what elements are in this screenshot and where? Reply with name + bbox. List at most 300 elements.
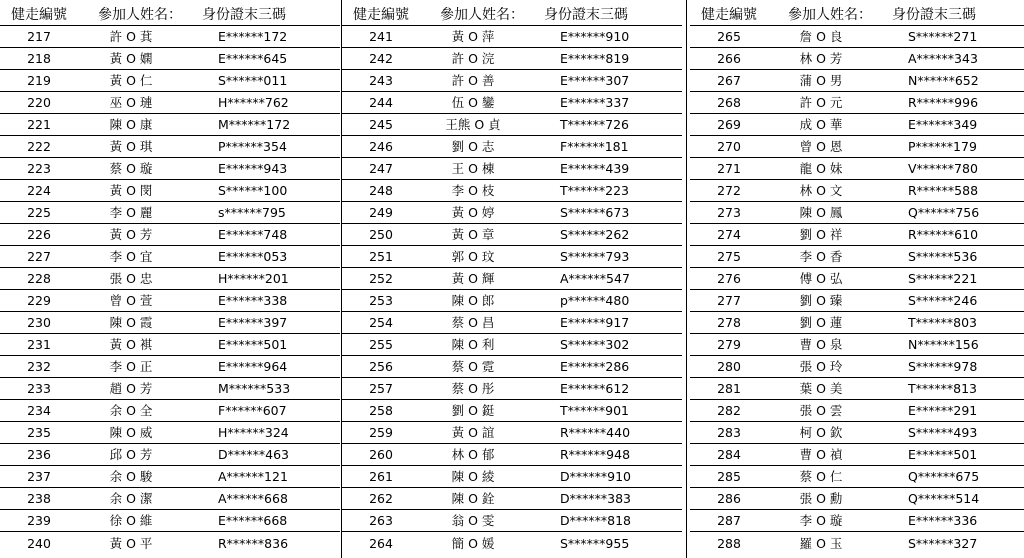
participant-name-cell: 王 O 棟 bbox=[420, 158, 544, 180]
header-row bbox=[690, 7, 1024, 26]
id-last-three-cell: S******536 bbox=[892, 246, 1024, 268]
walk-number-cell: 265 bbox=[690, 26, 768, 48]
id-last-three-cell: T******901 bbox=[544, 400, 682, 422]
participant-name-cell: 翁 O 雯 bbox=[420, 510, 544, 532]
participant-name-cell: 劉 O 臻 bbox=[768, 290, 892, 312]
participant-name-cell: 李 O 宜 bbox=[78, 246, 202, 268]
id-last-three-cell: S******221 bbox=[892, 268, 1024, 290]
walk-number-cell: 246 bbox=[342, 136, 420, 158]
table-row bbox=[0, 510, 340, 532]
participant-name-cell: 張 O 玲 bbox=[768, 356, 892, 378]
participant-name-cell: 李 O 麗 bbox=[78, 202, 202, 224]
id-last-three-cell: E******612 bbox=[544, 378, 682, 400]
participant-name-cell: 黃 O 仁 bbox=[78, 70, 202, 92]
walk-number-cell: 257 bbox=[342, 378, 420, 400]
id-last-three-cell: R******440 bbox=[544, 422, 682, 444]
table-row bbox=[0, 202, 340, 224]
id-last-three-cell: S******271 bbox=[892, 26, 1024, 48]
walk-number-cell: 275 bbox=[690, 246, 768, 268]
participant-name-cell: 曾 O 恩 bbox=[768, 136, 892, 158]
id-last-three-cell: T******803 bbox=[892, 312, 1024, 334]
id-last-three-cell: D******910 bbox=[544, 466, 682, 488]
participant-name-cell: 黃 O 閔 bbox=[78, 180, 202, 202]
participant-name-cell: 陳 O 利 bbox=[420, 334, 544, 356]
id-last-three-cell: H******324 bbox=[202, 422, 340, 444]
id-last-three-cell: S******793 bbox=[544, 246, 682, 268]
participant-name-cell: 林 O 文 bbox=[768, 180, 892, 202]
id-last-three-cell: E******307 bbox=[544, 70, 682, 92]
table-row bbox=[342, 202, 682, 224]
id-last-three-cell: D******818 bbox=[544, 510, 682, 532]
id-last-three-cell: E******501 bbox=[892, 444, 1024, 466]
walk-number-cell: 255 bbox=[342, 334, 420, 356]
table-row bbox=[0, 158, 340, 180]
participant-name-cell: 許 O 善 bbox=[420, 70, 544, 92]
table-row bbox=[342, 136, 682, 158]
roster-block-1 bbox=[0, 7, 340, 558]
header-id-last-three: 身份證末三碼 bbox=[892, 7, 1024, 26]
table-row bbox=[0, 26, 340, 48]
participant-name-cell: 陳 O 綾 bbox=[420, 466, 544, 488]
walk-number-cell: 229 bbox=[0, 290, 78, 312]
id-last-three-cell: E******439 bbox=[544, 158, 682, 180]
walk-number-cell: 278 bbox=[690, 312, 768, 334]
walk-number-cell: 281 bbox=[690, 378, 768, 400]
walk-number-cell: 235 bbox=[0, 422, 78, 444]
table-row bbox=[0, 48, 340, 70]
id-last-three-cell: E******501 bbox=[202, 334, 340, 356]
walk-number-cell: 286 bbox=[690, 488, 768, 510]
table-row bbox=[342, 312, 682, 334]
table-row bbox=[0, 356, 340, 378]
header-row bbox=[342, 7, 682, 26]
table-row bbox=[690, 224, 1024, 246]
header-walk-number: 健走編號 bbox=[690, 7, 768, 26]
walk-number-cell: 223 bbox=[0, 158, 78, 180]
roster-table bbox=[0, 7, 340, 556]
table-row bbox=[342, 334, 682, 356]
participant-name-cell: 陳 O 鳳 bbox=[768, 202, 892, 224]
table-row bbox=[0, 312, 340, 334]
walk-number-cell: 269 bbox=[690, 114, 768, 136]
table-row bbox=[0, 532, 340, 557]
table-row bbox=[342, 224, 682, 246]
walk-number-cell: 232 bbox=[0, 356, 78, 378]
walk-number-cell: 287 bbox=[690, 510, 768, 532]
walk-number-cell: 243 bbox=[342, 70, 420, 92]
table-row bbox=[0, 466, 340, 488]
table-row bbox=[0, 400, 340, 422]
id-last-three-cell: R******996 bbox=[892, 92, 1024, 114]
participant-name-cell: 柯 O 欽 bbox=[768, 422, 892, 444]
walk-number-cell: 258 bbox=[342, 400, 420, 422]
roster-table bbox=[342, 7, 682, 556]
table-row bbox=[342, 510, 682, 532]
id-last-three-cell: S******493 bbox=[892, 422, 1024, 444]
id-last-three-cell: E******964 bbox=[202, 356, 340, 378]
walk-number-cell: 247 bbox=[342, 158, 420, 180]
participant-name-cell: 陳 O 霞 bbox=[78, 312, 202, 334]
id-last-three-cell: H******762 bbox=[202, 92, 340, 114]
id-last-three-cell: T******726 bbox=[544, 114, 682, 136]
roster-table bbox=[690, 7, 1024, 556]
header-participant-name: 參加人姓名： bbox=[420, 7, 544, 26]
table-row bbox=[342, 532, 682, 557]
id-last-three-cell: E******349 bbox=[892, 114, 1024, 136]
participant-name-cell: 李 O 香 bbox=[768, 246, 892, 268]
participant-name-cell: 陳 O 銓 bbox=[420, 488, 544, 510]
participant-name-cell: 邱 O 芳 bbox=[78, 444, 202, 466]
table-row bbox=[690, 70, 1024, 92]
walk-number-cell: 272 bbox=[690, 180, 768, 202]
id-last-three-cell: R******588 bbox=[892, 180, 1024, 202]
participant-name-cell: 劉 O 志 bbox=[420, 136, 544, 158]
id-last-three-cell: E******172 bbox=[202, 26, 340, 48]
header-id-last-three: 身份證末三碼 bbox=[544, 7, 682, 26]
id-last-three-cell: F******181 bbox=[544, 136, 682, 158]
table-row bbox=[0, 422, 340, 444]
walk-number-cell: 252 bbox=[342, 268, 420, 290]
walk-number-cell: 217 bbox=[0, 26, 78, 48]
id-last-three-cell: N******652 bbox=[892, 70, 1024, 92]
walk-number-cell: 248 bbox=[342, 180, 420, 202]
participant-name-cell: 蔡 O 昌 bbox=[420, 312, 544, 334]
id-last-three-cell: R******610 bbox=[892, 224, 1024, 246]
walk-number-cell: 220 bbox=[0, 92, 78, 114]
participant-name-cell: 傅 O 弘 bbox=[768, 268, 892, 290]
participant-name-cell: 伍 O 鑾 bbox=[420, 92, 544, 114]
id-last-three-cell: T******223 bbox=[544, 180, 682, 202]
table-row bbox=[342, 180, 682, 202]
participant-name-cell: 成 O 華 bbox=[768, 114, 892, 136]
header-id-last-three: 身份證末三碼 bbox=[202, 7, 340, 26]
table-row bbox=[690, 488, 1024, 510]
participant-name-cell: 趙 O 芳 bbox=[78, 378, 202, 400]
table-row bbox=[690, 378, 1024, 400]
id-last-three-cell: N******156 bbox=[892, 334, 1024, 356]
participant-name-cell: 黃 O 輝 bbox=[420, 268, 544, 290]
walk-number-cell: 230 bbox=[0, 312, 78, 334]
id-last-three-cell: E******337 bbox=[544, 92, 682, 114]
participant-name-cell: 張 O 雲 bbox=[768, 400, 892, 422]
table-row bbox=[342, 400, 682, 422]
table-row bbox=[690, 334, 1024, 356]
participant-name-cell: 黃 O 嫻 bbox=[78, 48, 202, 70]
walk-number-cell: 253 bbox=[342, 290, 420, 312]
table-row bbox=[342, 466, 682, 488]
participant-name-cell: 余 O 全 bbox=[78, 400, 202, 422]
walk-number-cell: 233 bbox=[0, 378, 78, 400]
table-row bbox=[0, 136, 340, 158]
table-row bbox=[342, 378, 682, 400]
participant-name-cell: 蔡 O 彤 bbox=[420, 378, 544, 400]
participant-name-cell: 郭 O 玟 bbox=[420, 246, 544, 268]
walk-number-cell: 236 bbox=[0, 444, 78, 466]
walk-number-cell: 242 bbox=[342, 48, 420, 70]
roster-block-2 bbox=[342, 7, 682, 558]
walk-number-cell: 227 bbox=[0, 246, 78, 268]
id-last-three-cell: A******547 bbox=[544, 268, 682, 290]
participant-name-cell: 李 O 正 bbox=[78, 356, 202, 378]
participant-name-cell: 張 O 忠 bbox=[78, 268, 202, 290]
table-row bbox=[690, 290, 1024, 312]
table-row bbox=[690, 466, 1024, 488]
table-row bbox=[690, 202, 1024, 224]
table-row bbox=[0, 70, 340, 92]
walk-number-cell: 231 bbox=[0, 334, 78, 356]
id-last-three-cell: E******645 bbox=[202, 48, 340, 70]
header-row bbox=[0, 7, 340, 26]
id-last-three-cell: F******607 bbox=[202, 400, 340, 422]
participant-name-cell: 簡 O 媛 bbox=[451, 536, 495, 551]
id-last-three-cell: A******121 bbox=[202, 466, 340, 488]
table-row bbox=[690, 180, 1024, 202]
table-row bbox=[0, 290, 340, 312]
table-row bbox=[342, 488, 682, 510]
participant-name-cell: 曾 O 萱 bbox=[78, 290, 202, 312]
walk-number-cell: 259 bbox=[342, 422, 420, 444]
participant-name-cell: 蔡 O 仁 bbox=[768, 466, 892, 488]
id-last-three-cell: S******673 bbox=[544, 202, 682, 224]
participant-name-cell: 李 O 璇 bbox=[768, 510, 892, 532]
id-last-three-cell: Q******756 bbox=[892, 202, 1024, 224]
walk-number-cell: 284 bbox=[690, 444, 768, 466]
table-row bbox=[0, 488, 340, 510]
participant-name-cell: 蒲 O 男 bbox=[768, 70, 892, 92]
participant-name-cell: 黃 O 婷 bbox=[420, 202, 544, 224]
id-last-three-cell: T******813 bbox=[892, 378, 1024, 400]
table-row bbox=[690, 400, 1024, 422]
id-last-three-cell: E******336 bbox=[892, 510, 1024, 532]
walk-number-cell: 267 bbox=[690, 70, 768, 92]
id-last-three-cell: E******668 bbox=[202, 510, 340, 532]
participant-name-cell: 王熊 O 貞 bbox=[420, 114, 544, 136]
participant-name-cell: 陳 O 康 bbox=[78, 114, 202, 136]
table-row bbox=[690, 114, 1024, 136]
table-row bbox=[342, 444, 682, 466]
participant-name-cell: 黃 O 章 bbox=[420, 224, 544, 246]
id-last-three-cell: s******795 bbox=[202, 202, 340, 224]
table-row bbox=[342, 114, 682, 136]
id-last-three-cell: S******978 bbox=[892, 356, 1024, 378]
column-divider bbox=[686, 0, 687, 558]
id-last-three-cell: S******302 bbox=[544, 334, 682, 356]
id-last-three-cell: E******910 bbox=[544, 26, 682, 48]
walk-number-cell: 261 bbox=[342, 466, 420, 488]
id-last-three-cell: E******397 bbox=[202, 312, 340, 334]
table-row bbox=[690, 532, 1024, 557]
table-row bbox=[342, 356, 682, 378]
table-row bbox=[690, 246, 1024, 268]
table-row bbox=[0, 378, 340, 400]
id-last-three-cell: E******748 bbox=[202, 224, 340, 246]
walk-number-cell: 221 bbox=[0, 114, 78, 136]
table-row bbox=[690, 26, 1024, 48]
id-last-three-cell: A******668 bbox=[202, 488, 340, 510]
participant-name-cell: 黃 O 平 bbox=[109, 536, 153, 551]
walk-number-cell: 219 bbox=[0, 70, 78, 92]
participant-name-cell: 林 O 郁 bbox=[420, 444, 544, 466]
id-last-three-cell: S******262 bbox=[544, 224, 682, 246]
participant-name-cell: 黃 O 琪 bbox=[78, 136, 202, 158]
table-row bbox=[0, 268, 340, 290]
table-row bbox=[342, 246, 682, 268]
participant-name-cell: 許 O 浣 bbox=[420, 48, 544, 70]
participant-name-cell: 龍 O 妹 bbox=[768, 158, 892, 180]
table-row bbox=[0, 92, 340, 114]
participant-name-cell: 黃 O 褀 bbox=[78, 334, 202, 356]
id-last-three-cell: S******100 bbox=[202, 180, 340, 202]
walk-number-cell: 270 bbox=[690, 136, 768, 158]
id-last-three-cell: E******917 bbox=[544, 312, 682, 334]
walk-number-cell: 276 bbox=[690, 268, 768, 290]
walk-number-cell: 228 bbox=[0, 268, 78, 290]
participant-name-cell: 陳 O 郎 bbox=[420, 290, 544, 312]
id-last-three-cell: P******354 bbox=[202, 136, 340, 158]
walk-number-cell: 264 bbox=[369, 536, 393, 551]
id-last-three-cell: R******836 bbox=[218, 536, 289, 551]
id-last-three-cell: H******201 bbox=[202, 268, 340, 290]
participant-name-cell: 劉 O 蓮 bbox=[768, 312, 892, 334]
walk-number-cell: 234 bbox=[0, 400, 78, 422]
participant-name-cell: 曹 O 禎 bbox=[768, 444, 892, 466]
id-last-three-cell: Q******514 bbox=[892, 488, 1024, 510]
walk-number-cell: 241 bbox=[342, 26, 420, 48]
participant-name-cell: 余 O 駿 bbox=[78, 466, 202, 488]
table-row bbox=[690, 356, 1024, 378]
id-last-three-cell: P******179 bbox=[892, 136, 1024, 158]
id-last-three-cell: R******948 bbox=[544, 444, 682, 466]
participant-name-cell: 巫 O 璉 bbox=[78, 92, 202, 114]
table-row bbox=[0, 444, 340, 466]
table-row bbox=[342, 422, 682, 444]
walk-number-cell: 256 bbox=[342, 356, 420, 378]
walk-number-cell: 271 bbox=[690, 158, 768, 180]
walk-number-cell: 273 bbox=[690, 202, 768, 224]
participant-name-cell: 劉 O 祥 bbox=[768, 224, 892, 246]
header-walk-number: 健走編號 bbox=[342, 7, 420, 26]
id-last-three-cell: S******955 bbox=[560, 536, 630, 551]
id-last-three-cell: S******246 bbox=[892, 290, 1024, 312]
id-last-three-cell: M******172 bbox=[202, 114, 340, 136]
id-last-three-cell: E******943 bbox=[202, 158, 340, 180]
walk-number-cell: 279 bbox=[690, 334, 768, 356]
walk-number-cell: 274 bbox=[690, 224, 768, 246]
table-row bbox=[690, 312, 1024, 334]
participant-name-cell: 陳 O 威 bbox=[78, 422, 202, 444]
participant-name-cell: 曹 O 泉 bbox=[768, 334, 892, 356]
walk-number-cell: 245 bbox=[342, 114, 420, 136]
participant-name-cell: 徐 O 維 bbox=[78, 510, 202, 532]
walk-number-cell: 240 bbox=[27, 536, 51, 551]
participant-name-cell: 羅 O 玉 bbox=[799, 536, 843, 551]
walk-number-cell: 282 bbox=[690, 400, 768, 422]
table-row bbox=[690, 268, 1024, 290]
walk-number-cell: 237 bbox=[0, 466, 78, 488]
id-last-three-cell: D******463 bbox=[202, 444, 340, 466]
header-walk-number: 健走編號 bbox=[0, 7, 78, 26]
table-row bbox=[0, 224, 340, 246]
id-last-three-cell: E******819 bbox=[544, 48, 682, 70]
table-row bbox=[0, 246, 340, 268]
table-row bbox=[0, 114, 340, 136]
participant-name-cell: 蔡 O 霓 bbox=[420, 356, 544, 378]
table-row bbox=[342, 26, 682, 48]
table-row bbox=[690, 136, 1024, 158]
walk-number-cell: 222 bbox=[0, 136, 78, 158]
participant-name-cell: 黃 O 芳 bbox=[78, 224, 202, 246]
header-participant-name: 參加人姓名： bbox=[768, 7, 892, 26]
table-row bbox=[342, 268, 682, 290]
walk-number-cell: 263 bbox=[342, 510, 420, 532]
table-row bbox=[342, 92, 682, 114]
walk-number-cell: 280 bbox=[690, 356, 768, 378]
walk-number-cell: 244 bbox=[342, 92, 420, 114]
participant-name-cell: 許 O 元 bbox=[768, 92, 892, 114]
walk-number-cell: 239 bbox=[0, 510, 78, 532]
id-last-three-cell: M******533 bbox=[202, 378, 340, 400]
table-row bbox=[690, 422, 1024, 444]
walk-number-cell: 225 bbox=[0, 202, 78, 224]
walk-number-cell: 251 bbox=[342, 246, 420, 268]
participant-name-cell: 張 O 勳 bbox=[768, 488, 892, 510]
walk-number-cell: 254 bbox=[342, 312, 420, 334]
id-last-three-cell: Q******675 bbox=[892, 466, 1024, 488]
walk-number-cell: 288 bbox=[717, 536, 741, 551]
walk-number-cell: 277 bbox=[690, 290, 768, 312]
participant-name-cell: 劉 O 鋌 bbox=[420, 400, 544, 422]
table-row bbox=[690, 48, 1024, 70]
participant-name-cell: 葉 O 美 bbox=[768, 378, 892, 400]
id-last-three-cell: E******291 bbox=[892, 400, 1024, 422]
id-last-three-cell: E******053 bbox=[202, 246, 340, 268]
table-row bbox=[690, 510, 1024, 532]
id-last-three-cell: A******343 bbox=[892, 48, 1024, 70]
id-last-three-cell: E******286 bbox=[544, 356, 682, 378]
participant-name-cell: 黃 O 誼 bbox=[420, 422, 544, 444]
participant-name-cell: 黃 O 萍 bbox=[420, 26, 544, 48]
roster-block-3 bbox=[690, 7, 1024, 558]
id-last-three-cell: S******327 bbox=[908, 536, 978, 551]
id-last-three-cell: S******011 bbox=[202, 70, 340, 92]
table-row bbox=[342, 290, 682, 312]
walk-number-cell: 266 bbox=[690, 48, 768, 70]
table-row bbox=[342, 70, 682, 92]
walk-number-cell: 268 bbox=[690, 92, 768, 114]
participant-name-cell: 許 O 萁 bbox=[78, 26, 202, 48]
walk-number-cell: 260 bbox=[342, 444, 420, 466]
id-last-three-cell: p******480 bbox=[544, 290, 682, 312]
header-participant-name: 參加人姓名： bbox=[78, 7, 202, 26]
walk-number-cell: 283 bbox=[690, 422, 768, 444]
walk-number-cell: 226 bbox=[0, 224, 78, 246]
participant-name-cell: 詹 O 良 bbox=[768, 26, 892, 48]
walk-number-cell: 218 bbox=[0, 48, 78, 70]
walk-number-cell: 262 bbox=[342, 488, 420, 510]
walk-number-cell: 224 bbox=[0, 180, 78, 202]
participant-name-cell: 蔡 O 璇 bbox=[78, 158, 202, 180]
table-row bbox=[690, 158, 1024, 180]
id-last-three-cell: E******338 bbox=[202, 290, 340, 312]
table-row bbox=[0, 334, 340, 356]
table-row bbox=[690, 92, 1024, 114]
id-last-three-cell: V******780 bbox=[892, 158, 1024, 180]
participant-name-cell: 李 O 枝 bbox=[420, 180, 544, 202]
walk-number-cell: 285 bbox=[690, 466, 768, 488]
participant-name-cell: 林 O 芳 bbox=[768, 48, 892, 70]
table-row bbox=[342, 48, 682, 70]
table-row bbox=[0, 180, 340, 202]
